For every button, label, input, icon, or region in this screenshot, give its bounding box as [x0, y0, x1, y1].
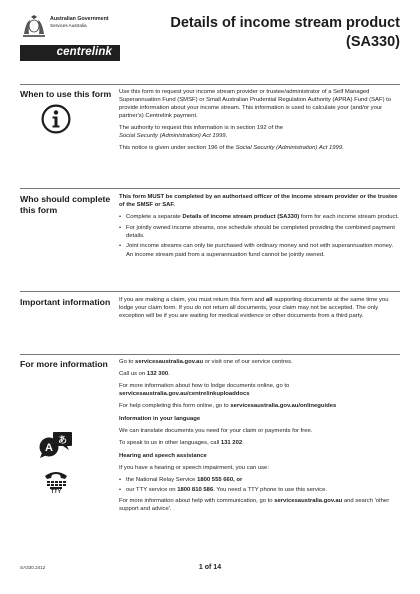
- when-paragraph-1: Use this form to request your income stream provider or trustee/administrator of a Self Managed Superannuation Fund (SMSF) or Small Australian Prudential Regulation Authority (APRA) Fund (SAF) to provide information about your income stream. This information is used to calculate your (and/or your partner's) Centrelink payment.: [119, 89, 392, 120]
- brand-name: centrelink: [56, 46, 112, 58]
- list-item: • the National Relay Service 1800 555 660, or: [119, 476, 401, 484]
- section-heading-important: Important information: [20, 297, 111, 307]
- who-bullet-list: [119, 213, 401, 259]
- section-divider: [20, 188, 400, 189]
- form-header: [20, 14, 400, 66]
- language-paragraph-1: We can translate documents you need for your claim or payments for free.: [119, 427, 313, 434]
- section-body-when: [119, 88, 401, 156]
- important-paragraph: If you are making a claim, you must return this form and all supporting documents at the same time you lodge your claim form. If you do not return all documents, your claim may not be accepted. The only exception will be if you are waiting for medical evidence or other documents from a third party.: [119, 297, 389, 320]
- section-body-more: [119, 358, 401, 517]
- language-subheading: Information in your language: [119, 415, 201, 422]
- list-item: • Joint income streams can only be purchased with ordinary money and not with superannuation money. An income stream paid from a superannuation fund cannot be jointly owned.: [119, 242, 401, 258]
- section-body-who: [119, 193, 401, 261]
- website-link[interactable]: servicesaustralia.gov.au: [274, 497, 343, 504]
- online-guides-link[interactable]: servicesaustralia.gov.au/onlineguides: [230, 402, 337, 409]
- page-title: Details of income stream product (SA330): [170, 15, 400, 50]
- upload-docs-link[interactable]: servicesaustralia.gov.au/centrelinkuploaddocs: [119, 390, 250, 397]
- form-code: SA330.2412: [20, 565, 46, 570]
- tty-phone-icon: [43, 470, 69, 490]
- when-paragraph-2: The authority to request this information is in section 192 of the Social Security (Administration) Act 1999.: [119, 125, 284, 140]
- language-paragraph-2: To speak to us in other languages, call 131 202.: [119, 439, 244, 446]
- list-item: • our TTY service on 1800 810 586. You need a TTY phone to use this service.: [119, 486, 401, 494]
- list-item: • For jointly owned income streams, one schedule should be completed providing the combined payment details.: [119, 224, 401, 240]
- section-divider: [20, 354, 400, 355]
- tty-label: TTY: [50, 489, 62, 495]
- when-paragraph-3: This notice is given under section 196 of the Social Security (Administration) Act 1999.: [119, 145, 344, 152]
- section-divider: [20, 291, 400, 292]
- page-number: 1 of 14: [198, 564, 222, 571]
- more-line-website: Go to servicesaustralia.gov.au or visit one of our service centres.: [119, 359, 293, 365]
- coat-of-arms-logo: [20, 14, 50, 40]
- svg-text:A: A: [45, 442, 53, 454]
- more-line-phone: Call us on 132 300.: [119, 370, 170, 377]
- more-line-upload: For more information about how to lodge documents online, go to servicesaustralia.gov.au/centrelinkuploaddocs: [119, 382, 290, 397]
- hearing-bullet-list: [119, 476, 401, 495]
- svg-text:あ: あ: [57, 436, 68, 446]
- agency-name: Australian Government Services Australia: [50, 16, 109, 28]
- phone-number: 132 300: [146, 370, 169, 377]
- website-link[interactable]: servicesaustralia.gov.au: [135, 359, 204, 365]
- hearing-paragraph: If you have a hearing or speech impairment, you can use:: [119, 464, 269, 471]
- section-body-important: [119, 296, 401, 324]
- info-icon: [41, 104, 71, 134]
- centrelink-brand-bar: [20, 45, 120, 61]
- list-item: • Complete a separate Details of income stream product (SA330) form for each income stream product.: [119, 213, 401, 221]
- section-heading-who: Who should complete this form: [20, 194, 111, 215]
- language-icon: [39, 431, 73, 459]
- section-heading-more: For more information: [20, 359, 108, 369]
- section-heading-when: When to use this form: [20, 89, 112, 99]
- more-line-guides: For help completing this form online, go to servicesaustralia.gov.au/onlineguides: [119, 402, 337, 409]
- who-intro: This form MUST be completed by an authorised officer of the income stream provider or the trustee of the SMSF or SAF.: [119, 194, 398, 209]
- section-divider: [20, 84, 400, 85]
- hearing-subheading: Hearing and speech assistance: [119, 452, 207, 459]
- hearing-end-paragraph: For more information about help with communication, go to servicesaustralia.gov.au and search 'other support and advice'.: [119, 497, 390, 512]
